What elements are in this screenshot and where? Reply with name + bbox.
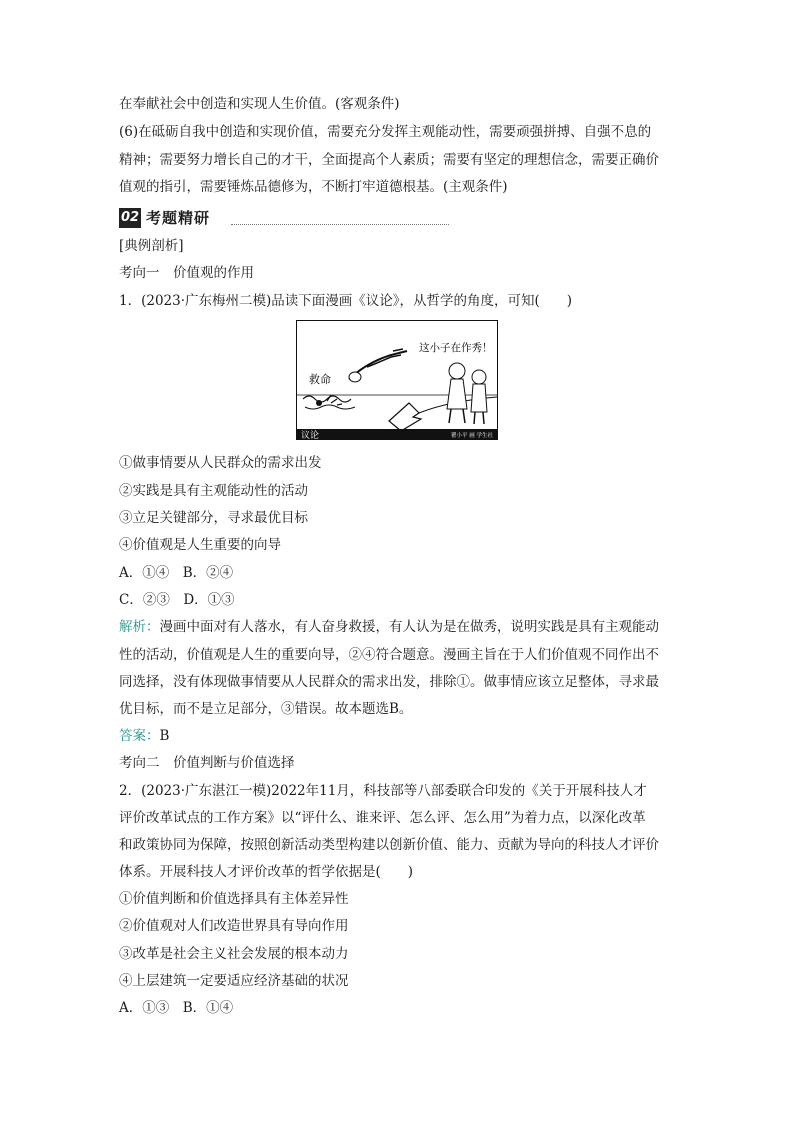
- question-stem: 评价改革试点的工作方案》以“评什么、谁来评、怎么评、怎么用”为着力点，以深化改革: [119, 810, 646, 826]
- option-item: ③立足关键部分，寻求最优目标: [119, 510, 308, 526]
- analysis-line: 同选择，没有体现做事情要从人民群众的需求出发，排除①。做事情应该立足整体，寻求最: [119, 674, 659, 690]
- option-item: ①做事情要从人民群众的需求出发: [119, 455, 322, 471]
- option-item: ①价值判断和价值选择具有主体差异性: [119, 891, 349, 907]
- topic-heading: 考向一 价值观的作用: [119, 265, 254, 281]
- comic-credit: 瞿小平 画 学生社: [451, 433, 493, 439]
- section-divider: [231, 224, 449, 225]
- option-item: ④价值观是人生重要的向导: [119, 537, 281, 553]
- topic-heading: 考向二 价值判断与价值选择: [119, 755, 295, 771]
- analysis-line: 性的活动，价值观是人生的重要向导，②④符合题意。漫画主旨在于人们价值观不同作出不: [119, 647, 659, 663]
- option-item: ②实践是具有主观能动性的活动: [119, 483, 308, 499]
- question-stem: 1．(2023·广东梅州二模)品读下面漫画《议论》，从哲学的角度，可知( ): [119, 293, 573, 309]
- answer-choices: A．①③ B．①④: [119, 1000, 234, 1016]
- option-item: ③改革是社会主义社会发展的根本动力: [119, 946, 349, 962]
- section-badge: 02: [119, 208, 141, 228]
- comic-illustration: [296, 320, 498, 440]
- option-item: ②价值观对人们改造世界具有导向作用: [119, 918, 349, 934]
- question-stem: 体系。开展科技人才评价改革的哲学依据是( ): [119, 864, 414, 880]
- answer-choices: A．①④ B．②④: [119, 565, 234, 581]
- example-heading: [典例剖析]: [119, 238, 184, 254]
- analysis-label: 解析：: [119, 619, 160, 635]
- answer-label: 答案：: [119, 728, 160, 744]
- comic-speech-text: 这小子在作秀！: [419, 342, 493, 354]
- answer-choices: C．②③ D．①③: [119, 592, 235, 608]
- comic-help-text: 救命: [309, 373, 331, 386]
- question-stem: 和政策协同为保障，按照创新活动类型构建以创新价值、能力、贡献为导向的科技人才评价: [119, 837, 659, 853]
- answer-value: B: [159, 728, 170, 744]
- text-line: 在奉献社会中创造和实现人生价值。(客观条件): [119, 96, 400, 112]
- option-item: ④上层建筑一定要适应经济基础的状况: [119, 973, 349, 989]
- text-line: 精神；需要努力增长自己的才干，全面提高个人素质；需要有坚定的理想信念，需要正确价: [119, 152, 659, 168]
- answer-line: [119, 726, 169, 746]
- analysis-line: [119, 617, 659, 637]
- text-line: 值观的指引，需要锤炼品德修为，不断打牢道德根基。(主观条件): [119, 179, 508, 195]
- question-stem: 2．(2023·广东湛江一模)2022年11月，科技部等八部委联合印发的《关于开展科技人才: [119, 783, 647, 799]
- analysis-text: 漫画中面对有人落水，有人奋身救援，有人认为是在做秀，说明实践是具有主观能动: [159, 619, 659, 635]
- comic-caption: 议论: [301, 431, 320, 439]
- section-header: [119, 206, 449, 230]
- text-line: (6)在砥砺自我中创造和实现价值，需要充分发挥主观能动性，需要顽强拼搏、自强不息的: [119, 124, 652, 140]
- analysis-line: 优目标，而不是立足部分，③错误。故本题选B。: [119, 701, 413, 717]
- section-title: 考题精研: [146, 209, 211, 227]
